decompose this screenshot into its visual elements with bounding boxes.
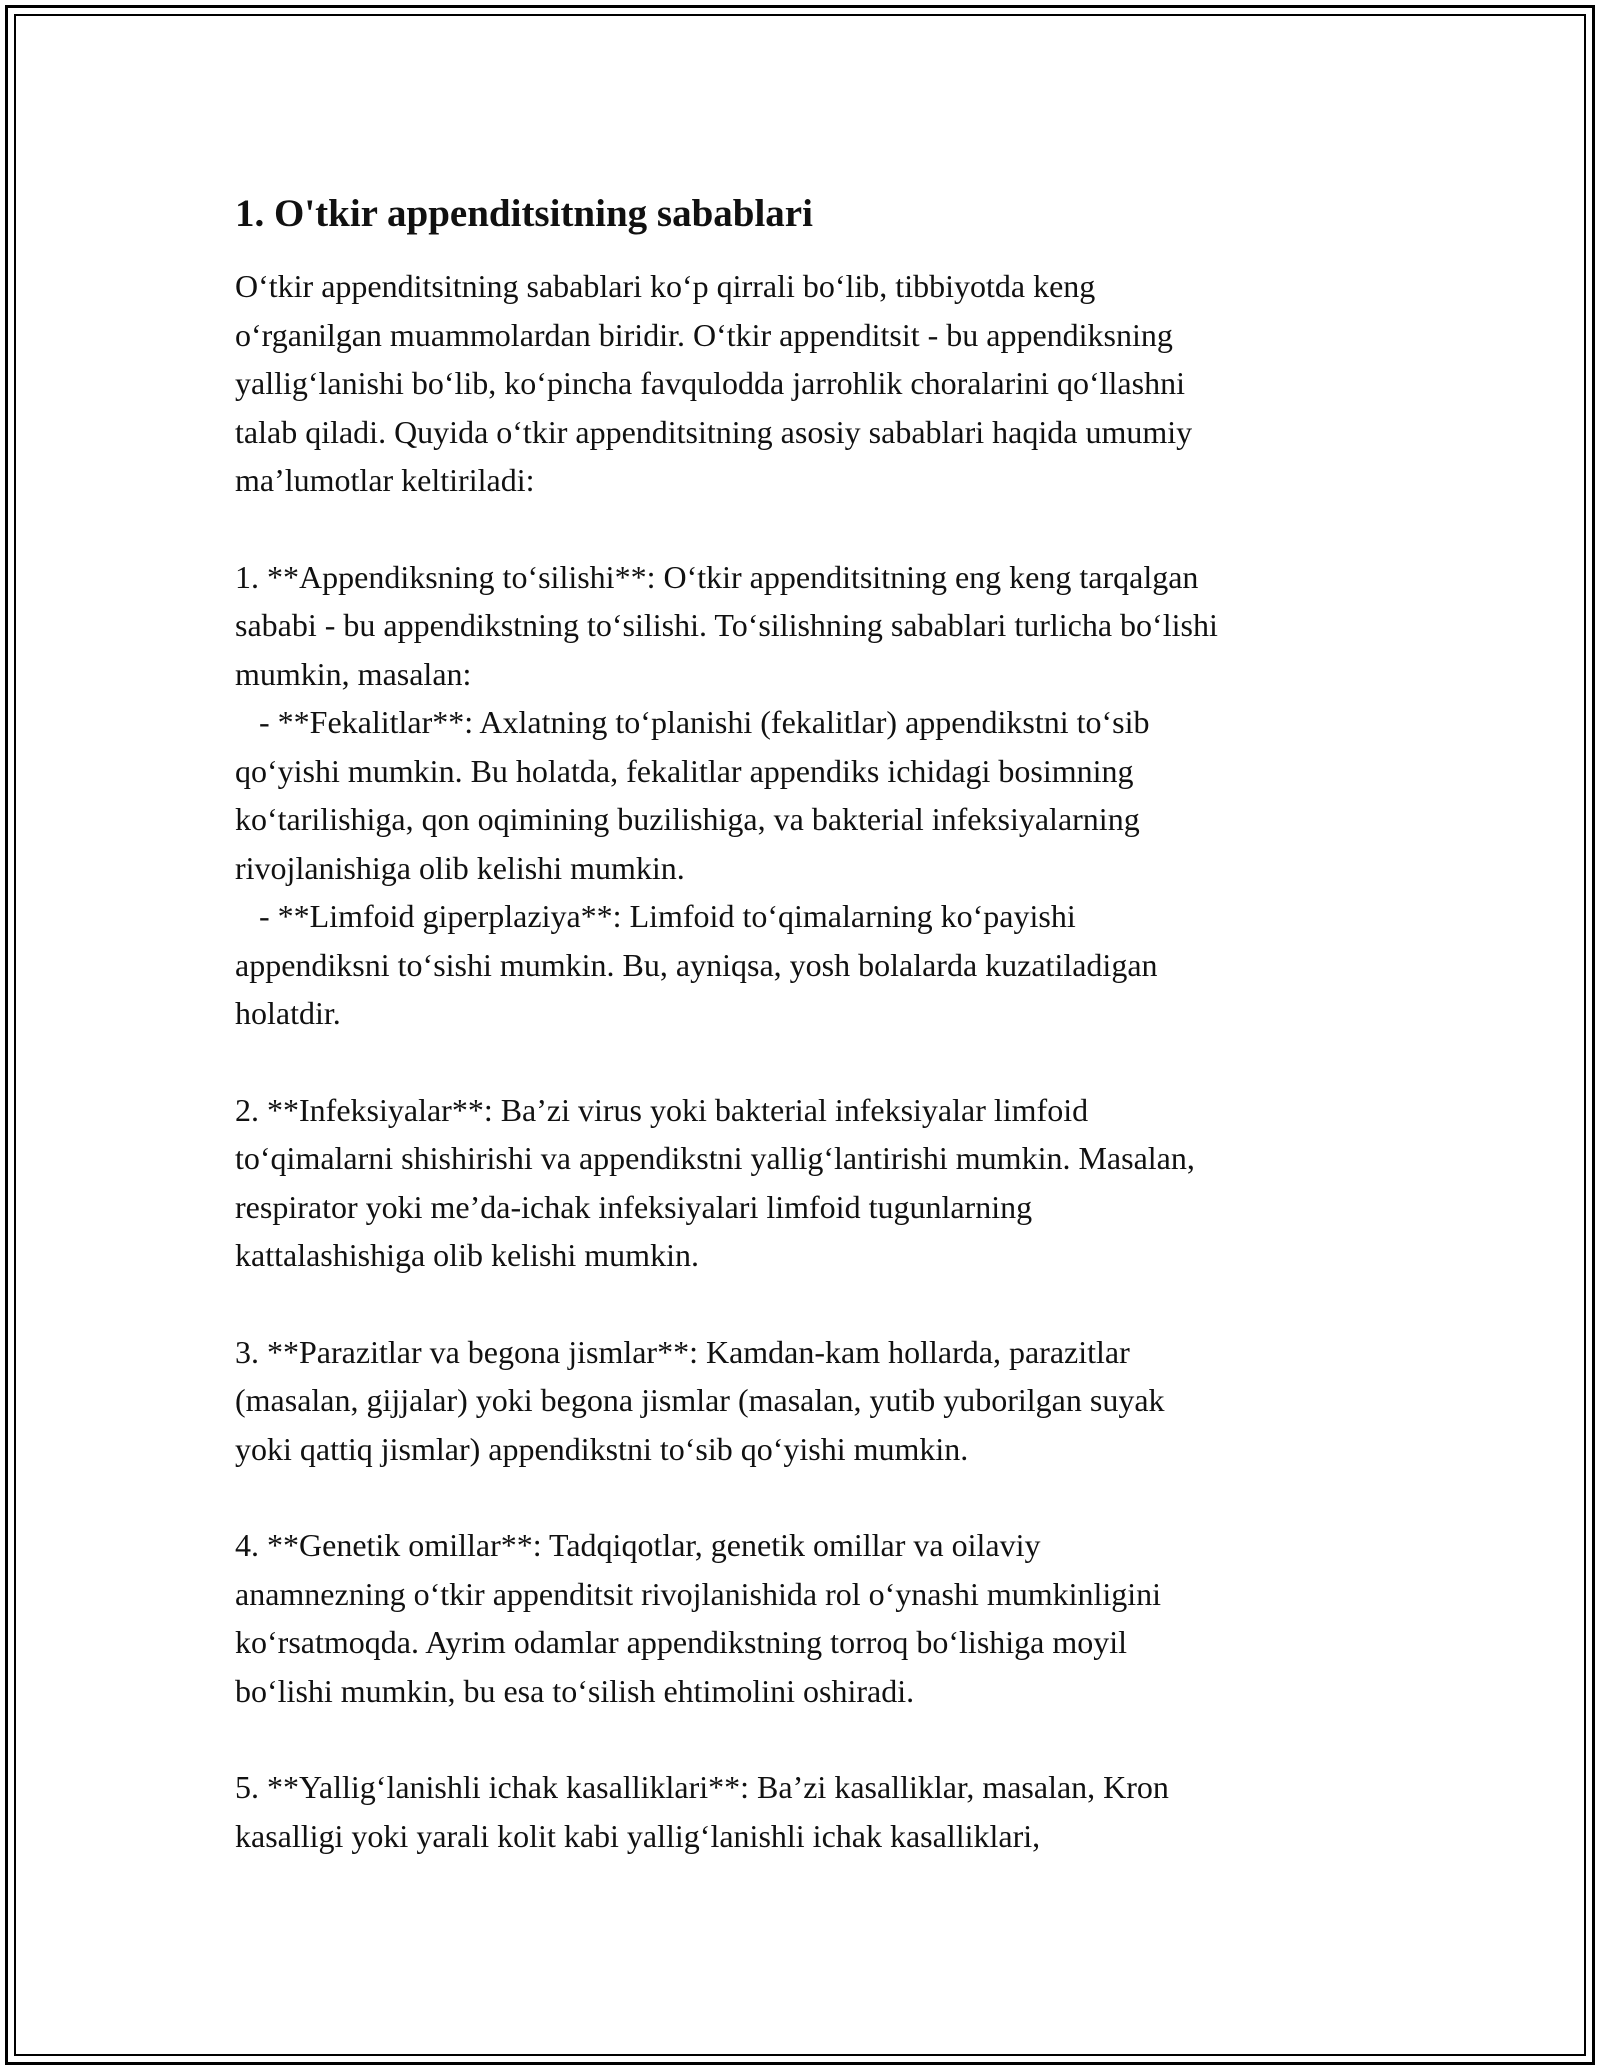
text-line: - **Fekalitlar**: Axlatning to‘planishi (fekalitlar) appendikstni to‘sib	[235, 704, 1150, 740]
text-line: bo‘lishi mumkin, bu esa to‘silish ehtimolini oshiradi.	[235, 1672, 915, 1709]
text-line: respirator yoki me’da-ichak infeksiyalari limfoid tugunlarning	[235, 1188, 1033, 1225]
text-line: to‘qimalarni shishirishi va appendikstni yallig‘lantirishi mumkin. Masalan,	[235, 1140, 1195, 1176]
text-line: 5. **Yallig‘lanishli ichak kasalliklari**: Ba’zi kasalliklar, masalan, Kron	[235, 1769, 1169, 1805]
paragraph	[235, 1086, 1385, 1280]
text-line: 2. **Infeksiyalar**: Ba’zi virus yoki bakterial infeksiyalar limfoid	[235, 1091, 1089, 1128]
text-line: 3. **Parazitlar va begona jismlar**: Kamdan-kam hollarda, parazitlar	[235, 1333, 1130, 1370]
text-line: - **Limfoid giperplaziya**: Limfoid to‘qimalarning ko‘payishi	[235, 898, 1076, 934]
text-line: talab qiladi. Quyida o‘tkir appenditsitning asosiy sabablari haqida umumiy	[235, 413, 1193, 450]
text-line: holatdir.	[235, 995, 341, 1031]
text-line: yallig‘lanishi bo‘lib, ko‘pincha favqulodda jarrohlik choralarini qo‘llashni	[235, 365, 1185, 401]
paragraph	[235, 1521, 1385, 1715]
text-line: (masalan, gijjalar) yoki begona jismlar (masalan, yutib yuborilgan suyak	[235, 1382, 1165, 1418]
text-line: sababi - bu appendikstning to‘silishi. To‘silishning sabablari turlicha bo‘lishi	[235, 607, 1218, 643]
text-line: ko‘tarilishiga, qon oqimining buzilishiga, va bakterial infeksiyalarning	[235, 801, 1140, 837]
document-title: 1. O'tkir appenditsitning sabablari	[235, 192, 813, 235]
paragraph	[235, 1328, 1385, 1474]
text-line: mumkin, masalan:	[235, 655, 472, 692]
text-line: ko‘rsatmoqda. Ayrim odamlar appendikstning torroq bo‘lishiga moyil	[235, 1624, 1128, 1660]
text-line: O‘tkir appenditsitning sabablari ko‘p qirrali bo‘lib, tibbiyotda keng	[235, 268, 1096, 304]
text-line: ma’lumotlar keltiriladi:	[235, 462, 535, 498]
paragraph	[235, 553, 1385, 1038]
text-line: o‘rganilgan muammolardan biridir. O‘tkir appenditsit - bu appendiksning	[235, 316, 1173, 353]
document-paragraphs	[235, 262, 1385, 1860]
text-line: appendiksni to‘sishi mumkin. Bu, ayniqsa, yosh bolalarda kuzatiladigan	[235, 946, 1158, 983]
text-line: yoki qattiq jismlar) appendikstni to‘sib qo‘yishi mumkin.	[235, 1430, 969, 1467]
paragraph	[235, 1763, 1385, 1860]
text-line: kattalashishiga olib kelishi mumkin.	[235, 1237, 699, 1273]
paragraph	[235, 262, 1385, 505]
text-line: anamnezning o‘tkir appenditsit rivojlanishida rol o‘ynashi mumkinligini	[235, 1575, 1162, 1612]
text-line: qo‘yishi mumkin. Bu holatda, fekalitlar appendiks ichidagi bosimning	[235, 752, 1134, 789]
text-line: 1. **Appendiksning to‘silishi**: O‘tkir appenditsitning eng keng tarqalgan	[235, 558, 1199, 595]
text-line: 4. **Genetik omillar**: Tadqiqotlar, genetik omillar va oilaviy	[235, 1527, 1041, 1563]
text-line: kasalligi yoki yarali kolit kabi yallig‘lanishli ichak kasalliklari,	[235, 1817, 1041, 1854]
document-body	[235, 188, 1385, 1908]
text-line: rivojlanishiga olib kelishi mumkin.	[235, 849, 685, 886]
